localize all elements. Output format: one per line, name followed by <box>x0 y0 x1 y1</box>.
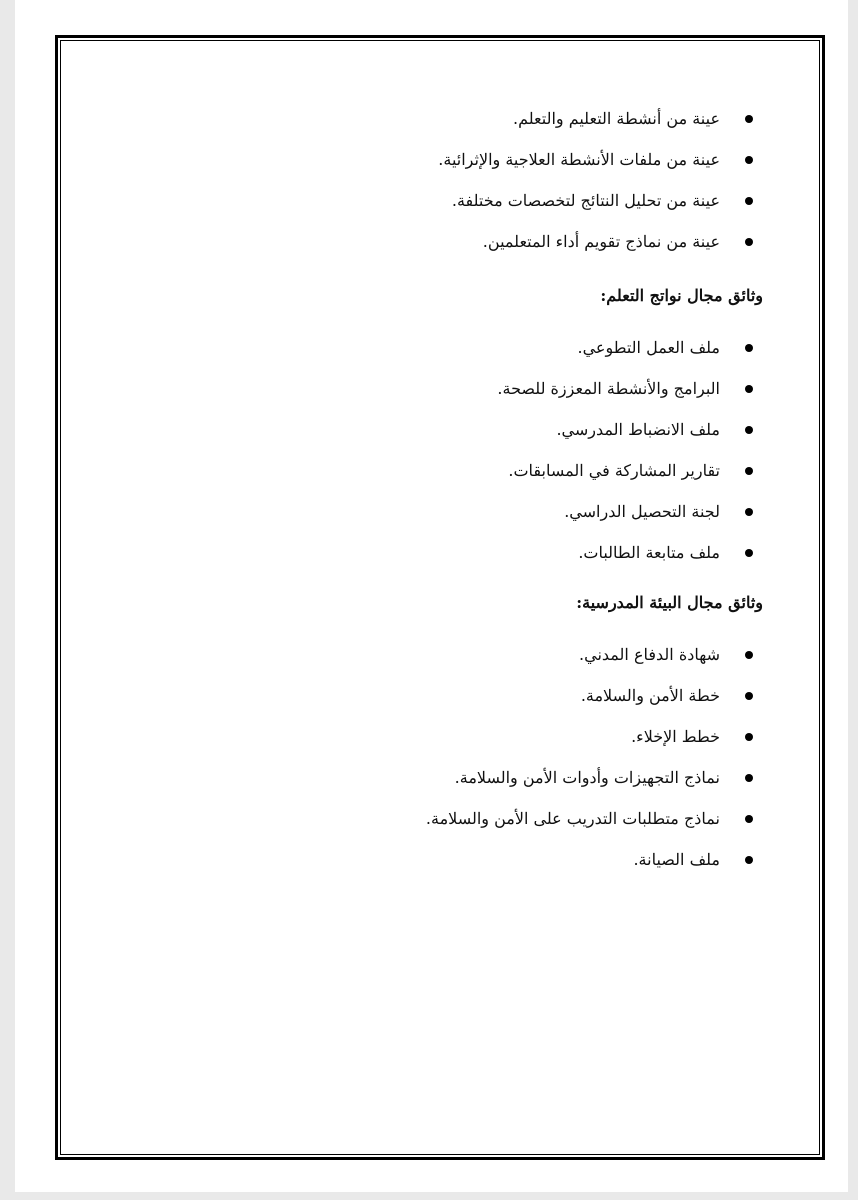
list-item: عينة من أنشطة التعليم والتعلم. <box>290 104 720 145</box>
list-item: عينة من ملفات الأنشطة العلاجية والإثرائية. <box>290 145 720 186</box>
section2-block <box>290 333 720 579</box>
list-item: ملف متابعة الطالبات. <box>290 538 720 579</box>
bullet-icon <box>745 385 753 393</box>
list-item: عينة من تحليل النتائج لتخصصات مختلفة. <box>290 186 720 227</box>
bullet-icon <box>745 774 753 782</box>
section1-list <box>290 104 720 268</box>
bullet-icon <box>745 508 753 516</box>
bullet-icon <box>745 733 753 741</box>
bullet-icon <box>745 815 753 823</box>
list-item: لجنة التحصيل الدراسي. <box>290 497 720 538</box>
list-item: البرامج والأنشطة المعززة للصحة. <box>290 374 720 415</box>
list-item: ملف الصيانة. <box>290 845 720 886</box>
bullet-icon <box>745 651 753 659</box>
list-item: عينة من نماذج تقويم أداء المتعلمين. <box>290 227 720 268</box>
section3-heading: وثائق مجال البيئة المدرسية: <box>576 593 763 612</box>
section2-list <box>290 333 720 579</box>
section2-heading: وثائق مجال نواتج التعلم: <box>600 286 763 305</box>
bullet-icon <box>745 115 753 123</box>
bullet-icon <box>745 238 753 246</box>
list-item: نماذج متطلبات التدريب على الأمن والسلامة. <box>290 804 720 845</box>
list-item: خطة الأمن والسلامة. <box>290 681 720 722</box>
list-item: خطط الإخلاء. <box>290 722 720 763</box>
list-item: ملف العمل التطوعي. <box>290 333 720 374</box>
bullet-icon <box>745 856 753 864</box>
section3-block <box>290 640 720 886</box>
section1-block <box>290 104 720 268</box>
list-item: شهادة الدفاع المدني. <box>290 640 720 681</box>
bullet-icon <box>745 344 753 352</box>
bullet-icon <box>745 549 753 557</box>
section3-list <box>290 640 720 886</box>
bullet-icon <box>745 467 753 475</box>
document-page <box>15 0 848 1192</box>
bullet-icon <box>745 692 753 700</box>
bullet-icon <box>745 156 753 164</box>
list-item: نماذج التجهيزات وأدوات الأمن والسلامة. <box>290 763 720 804</box>
list-item: تقارير المشاركة في المسابقات. <box>290 456 720 497</box>
list-item: ملف الانضباط المدرسي. <box>290 415 720 456</box>
bullet-icon <box>745 197 753 205</box>
bullet-icon <box>745 426 753 434</box>
